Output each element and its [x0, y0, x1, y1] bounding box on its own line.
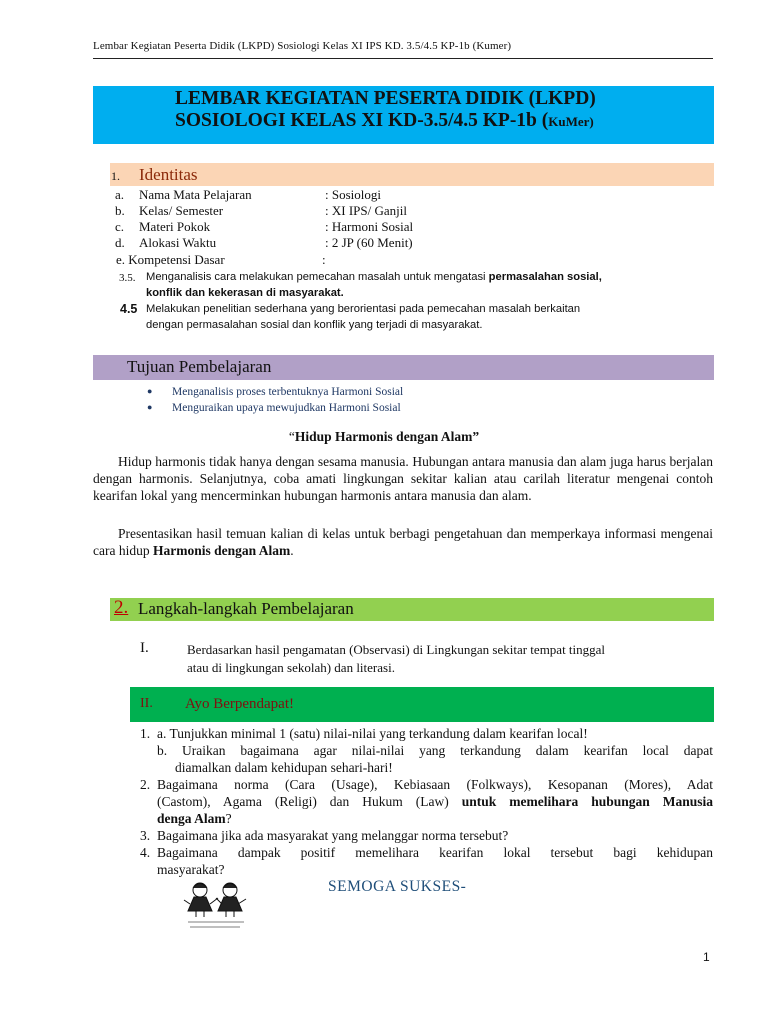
question-2-line1: Bagaimana norma (Cara (Usage), Kebiasaan (Folkways), Kesopanan (Mores), Adat [157, 777, 713, 792]
row-value: : Sosiologi [325, 187, 381, 202]
question-2-mark: ? [225, 811, 232, 826]
row-letter: d. [115, 235, 125, 250]
title-line2-small: KuMer) [548, 114, 594, 129]
kd35-text-bold: permasalahan sosial, [488, 271, 602, 283]
question-2-line3 [157, 810, 232, 827]
kd35-text-plain: Menganalisis cara melakukan pemecahan masalah untuk mengatasi [146, 271, 489, 283]
langkah-heading-bar [110, 598, 714, 621]
reading-subtitle [0, 429, 768, 445]
kd45-text-line2: dengan permasalahan sosial dan konflik yang terjadi di masyarakat. [146, 319, 483, 331]
running-header: Lembar Kegiatan Peserta Didik (LKPD) Sosiologi Kelas XI IPS KD. 3.5/4.5 KP-1b (Kumer) [93, 40, 512, 52]
step1-number: I. [140, 640, 149, 656]
ayo-berpendapat-bar [130, 687, 714, 722]
reading-paragraph-1: Hidup harmonis tidak hanya dengan sesama manusia. Hubungan antara manusia dan alam juga harus berjalan dengan harmonis. Selanjutnya, coba amati lingkungan sekitar kalian atau carilah literatur mengenai contoh kearifan lokal yang mencerminkan hubungan harmonis antara manusia dan alam. [93, 454, 713, 503]
question-4-line1: Bagaimana dampak positif memelihara kearifan lokal tersebut bagi kehidupan [157, 845, 713, 860]
question-2-number: 2. [140, 777, 151, 792]
row-label: Kelas/ Semester [139, 203, 224, 218]
page-number: 1 [703, 950, 710, 964]
document-title-line1: LEMBAR KEGIATAN PESERTA DIDIK (LKPD) [175, 88, 596, 109]
step2-title: Ayo Berpendapat! [185, 696, 294, 712]
identitas-heading-bar [110, 163, 714, 186]
kd35-number: 3.5. [119, 272, 136, 284]
row-value: : Harmoni Sosial [325, 219, 414, 234]
question-1b-line2: diamalkan dalam kehidupan sehari-hari! [175, 760, 393, 775]
kompetensi-dasar-label: e. Kompetensi Dasar [116, 252, 225, 267]
question-4-line2: masyarakat? [157, 862, 225, 877]
row-label: Alokasi Waktu [139, 235, 217, 250]
step1-line2: atau di lingkungan sekolah) dan literasi. [187, 660, 395, 675]
question-3-number: 3. [140, 828, 151, 843]
tujuan-heading-bar [93, 355, 714, 380]
question-1a: a. Tunjukkan minimal 1 (satu) nilai-nilai yang terkandung dalam kearifan local! [157, 726, 588, 741]
reading-subtitle-text: Hidup Harmonis dengan Alam” [294, 429, 480, 444]
row-value: : 2 JP (60 Menit) [325, 235, 413, 250]
question-2-bold-end: denga Alam [157, 811, 226, 826]
para2-end: . [290, 543, 294, 558]
question-1-number: 1. [140, 726, 151, 741]
identitas-list [115, 187, 515, 250]
header-rule [93, 58, 713, 59]
reading-subtitle-open-quote: “ [288, 429, 295, 444]
title-line2-main: SOSIOLOGI KELAS XI KD-3.5/4.5 KP-1b ( [175, 110, 549, 131]
bullet-icon: ● [147, 386, 153, 396]
students-cartoon-image [180, 880, 255, 932]
langkah-title: Langkah-langkah Pembelajaran [138, 599, 354, 618]
row-label: Nama Mata Pelajaran [139, 187, 252, 202]
step1-line1: Berdasarkan hasil pengamatan (Observasi) di Lingkungan sekitar tempat tinggal [187, 642, 606, 657]
step2-number: II. [140, 696, 153, 711]
question-2-text: (Castom), Agama (Religi) dan Hukum (Law) [157, 794, 462, 809]
para2-bold: Harmonis dengan Alam [152, 543, 291, 558]
closing-text: SEMOGA SUKSES- [328, 878, 467, 895]
question-4-number: 4. [140, 845, 151, 860]
kd45-number: 4.5 [120, 302, 138, 316]
row-letter: a. [115, 187, 125, 202]
tujuan-item [147, 386, 547, 400]
kd35-text-line1 [146, 269, 602, 285]
kd35-text-line2: konflik dan kekerasan di masyarakat. [146, 287, 344, 299]
document-title-line2 [175, 110, 594, 132]
bullet-icon: ● [147, 402, 153, 412]
question-2-bold: untuk memelihara hubungan Manusia [461, 794, 713, 809]
identitas-row [115, 187, 515, 202]
question-2-line2 [157, 793, 713, 810]
tujuan-item-text: Menganalisis proses terbentuknya Harmoni Sosial [172, 386, 404, 398]
kd45-text-line1: Melakukan penelitian sederhana yang berorientasi pada pemecahan masalah berkaitan [146, 303, 581, 315]
tujuan-item-text: Menguraikan upaya mewujudkan Harmoni Sosial [172, 402, 401, 414]
para2-text: Presentasikan hasil temuan kalian di kelas untuk berbagi pengetahuan dan memperkaya informasi mengenai cara hidup [93, 526, 713, 558]
identitas-row [115, 203, 515, 218]
row-letter: c. [115, 219, 125, 234]
tujuan-title: Tujuan Pembelajaran [127, 357, 272, 376]
row-label: Materi Pokok [139, 219, 211, 234]
identitas-row [115, 235, 515, 250]
row-value: : XI IPS/ Ganjil [325, 203, 407, 218]
identitas-number: 1. [111, 169, 120, 183]
tujuan-item [147, 402, 547, 416]
reading-paragraph-2 [93, 525, 713, 559]
identitas-row [115, 219, 515, 234]
identitas-title: Identitas [139, 165, 198, 184]
question-1b-line1: b. Uraikan bagaimana agar nilai-nilai yang terkandung dalam kearifan local dapat [157, 743, 713, 758]
kompetensi-dasar-colon: : [322, 252, 326, 267]
langkah-number: 2. [114, 597, 129, 618]
question-3: Bagaimana jika ada masyarakat yang melanggar norma tersebut? [157, 828, 509, 843]
row-letter: b. [115, 203, 125, 218]
